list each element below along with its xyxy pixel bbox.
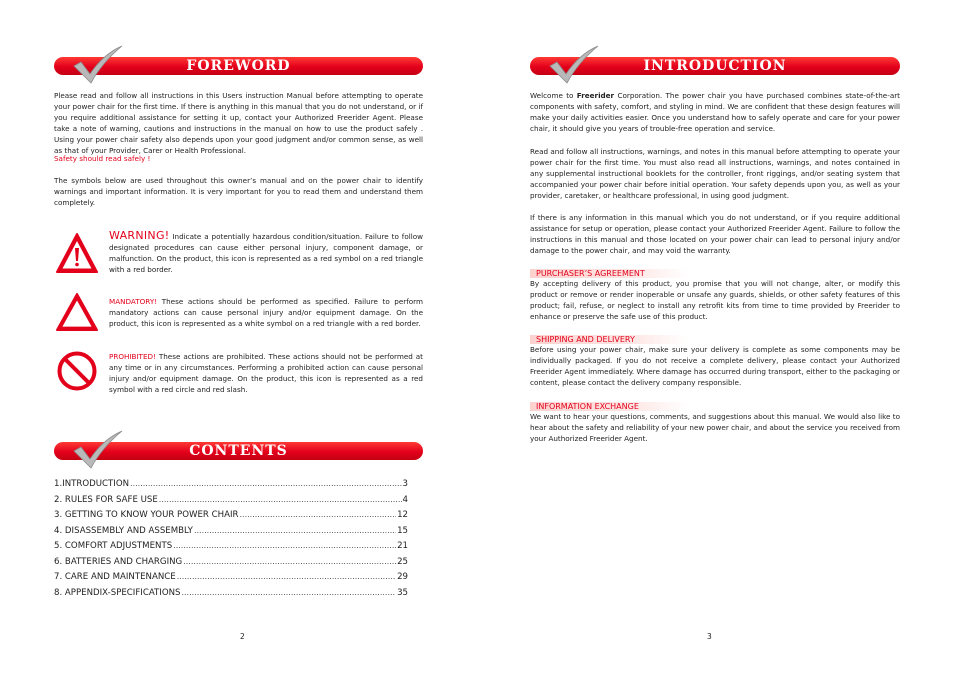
prohibited-description [109, 351, 423, 395]
introduction-paragraph-1: Welcome to Freerider Corporation. The power chair you have purchased combines state-of-the-art components with safety, comfort, and styling in mind. We are confident that these design features will make your daily activities easier. Once you understand how to safely operate and care for your power chair, it should give you years of trouble-free operation and service. [530, 91, 900, 133]
page-number-left: 2 [240, 632, 245, 641]
mandatory-triangle-icon [55, 292, 99, 332]
checkmark-icon [72, 429, 124, 469]
toc-item-care[interactable]: 7. CARE AND MAINTENANCE ..... 29 [54, 569, 408, 585]
purchasers-agreement-text: By accepting delivery of this product, you promise that you will not change, alter, or modify this product or remove or render inoperable or unsafe any guards, shields, or other safety features of this product; fail, refuse, or neglect to install any retrofit kits from time to time provided by Freerider to enhance or preserve the safe use of this product. [530, 279, 900, 321]
toc-item-disassembly[interactable]: 4. DISASSEMBLY AND ASSEMBLY ..... 15 [54, 523, 408, 539]
foreword-paragraph-2: The symbols below are used throughout this owner’s manual and on the power chair to identify warnings and important information. It is very important for you to read them and understand them completely. [54, 176, 423, 207]
toc-item-appendix[interactable]: 8. APPENDIX-SPECIFICATIONS ..... 35 [54, 585, 408, 601]
checkmark-icon [72, 44, 124, 84]
shipping-delivery-text: Before using your power chair, make sure your delivery is complete as some components may be individually packaged. If you do not receive a complete delivery, please contact your Authorized Freerider Agent immediately. Where damage has occurred during transport, either to the packaging or content, please contact the delivery company responsible. [530, 345, 900, 387]
mandatory-text: These actions should be performed as specified. Failure to perform mandatory actions can cause personal injury and/or equipment damage. On the product, this icon is represented as a white symbol on a red triangle with a red border. [109, 297, 423, 328]
prohibited-label: PROHIBITED! [109, 352, 156, 361]
warning-label: WARNING! [109, 229, 170, 242]
shipping-delivery-heading: SHIPPING AND DELIVERY [530, 335, 688, 344]
safety-note: Safety should read safely ! [54, 154, 151, 163]
toc-item-batteries[interactable]: 6. BATTERIES AND CHARGING ..... 25 [54, 554, 408, 570]
introduction-paragraph-3: If there is any information in this manual which you do not understand, or if you require additional assistance for setup or operation, please contact your Authorized Freerider Agent. Failure to follow the instructions in this manual and those located on your power chair can lead to personal injury and/or damage to the power chair, and may void the warranty. [530, 213, 900, 255]
warning-description [109, 230, 423, 275]
contents-title: CONTENTS [189, 443, 288, 459]
table-of-contents [54, 476, 408, 600]
information-exchange-heading: INFORMATION EXCHANGE [530, 402, 688, 411]
mandatory-label: MANDATORY! [109, 297, 158, 306]
page-number-right: 3 [707, 632, 712, 641]
introduction-paragraph-2: Read and follow all instructions, warnings, and notes in this manual before attempting to operate your power chair for the first time. You must also read all instructions, warnings, and notes contained in any supplemental instructional booklets for the controller, front riggings, and/or seating system that accompanied your power chair before initial operation. Your safety depends upon you, as well as your provider, caretaker, or healthcare professional, in using good judgment. [530, 147, 900, 200]
warning-text: Indicate a potentially hazardous condition/situation. Failure to follow designated procedures can cause either personal injury, component damage, or malfunction. On the product, this icon is represented as a red symbol on a red triangle with a red border. [109, 232, 423, 274]
prohibited-text: These actions are prohibited. These actions should not be performed at any time or in any circumstances. Performing a prohibited action can cause personal injury and/or equipment damage. On the product, this icon is represented as a red symbol with a red circle and red slash. [109, 352, 423, 394]
introduction-title: INTRODUCTION [643, 58, 787, 74]
checkmark-icon [548, 44, 600, 84]
foreword-paragraph-1: Please read and follow all instructions in this Users instruction Manual before attempting to operate your power chair for the first time. If there is anything in this manual that you do not understand, or if you require additional assistance for setting it up, contact your Authorized Freerider Agent. Please take a note of warning, cautions and instructions in the manual on how to use the product safely . Using your power chair safety also depends upon your good judgment and/or common sense, as well as that of your Provider, Carer or Health Professional. [54, 91, 423, 155]
information-exchange-text: We want to hear your questions, comments, and suggestions about this manual. We would also like to hear about the safety and reliability of your new power chair, and about the service you received from your Authorized Freerider Agent. [530, 412, 900, 443]
toc-item-getting-to-know[interactable]: 3. GETTING TO KNOW YOUR POWER CHAIR ..... 12 [54, 507, 408, 523]
toc-item-rules[interactable]: 2. RULES FOR SAFE USE ..... 4 [54, 492, 408, 508]
prohibited-icon [56, 350, 98, 392]
foreword-title: FOREWORD [186, 58, 291, 74]
toc-item-comfort[interactable]: 5. COMFORT ADJUSTMENTS ..... 21 [54, 538, 408, 554]
purchasers-agreement-heading: PURCHASER’S AGREEMENT [530, 269, 688, 278]
right-page [477, 0, 954, 681]
mandatory-description [109, 296, 423, 329]
toc-item-introduction[interactable]: 1.INTRODUCTION ..... 3 [54, 476, 408, 492]
warning-triangle-icon [55, 232, 99, 274]
brand-name: Freerider [576, 91, 615, 100]
